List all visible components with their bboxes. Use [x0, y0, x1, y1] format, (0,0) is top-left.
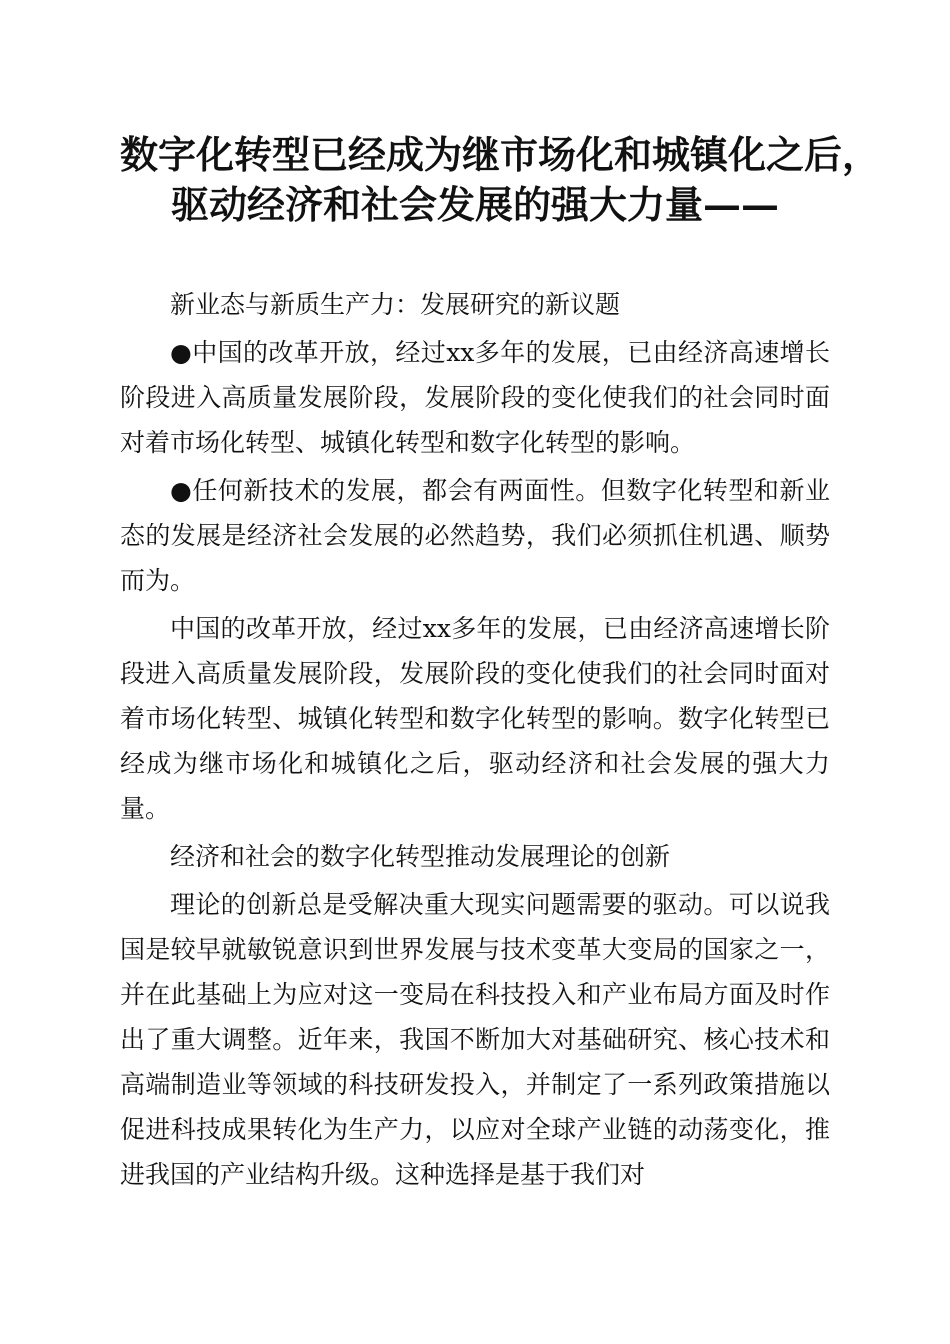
body-paragraph: 中国的改革开放，经过xx多年的发展，已由经济高速增长阶段进入高质量发展阶段，发展阶段的变化使我们的社会同时面对着市场化转型、城镇化转型和数字化转型的影响。数字化转型已经成为继市场化和城镇化之后，驱动经济和社会发展的强大力量。	[120, 614, 830, 823]
document-body	[120, 282, 830, 1197]
bullet-paragraph: ●中国的改革开放，经过xx多年的发展，已由经济高速增长阶段进入高质量发展阶段，发展阶段的变化使我们的社会同时面对着市场化转型、城镇化转型和数字化转型的影响。	[120, 338, 830, 457]
title-line-2: 驱动经济和社会发展的强大力量——	[170, 182, 779, 227]
body-paragraph: 理论的创新总是受解决重大现实问题需要的驱动。可以说我国是较早就敏锐意识到世界发展与技术变革大变局的国家之一，并在此基础上为应对这一变局在科技投入和产业布局方面及时作出了重大调整。近年来，我国不断加大对基础研究、核心技术和高端制造业等领域的科技研发投入，并制定了一系列政策措施以促进科技成果转化为生产力，以应对全球产业链的动荡变化，推进我国的产业结构升级。这种选择是基于我们对	[120, 890, 830, 1189]
bullet-paragraph: ●任何新技术的发展，都会有两面性。但数字化转型和新业态的发展是经济社会发展的必然趋势，我们必须抓住机遇、顺势而为。	[120, 476, 830, 595]
document-title	[120, 130, 881, 230]
title-line-1: 数字化转型已经成为继市场化和城镇化之后，	[120, 132, 881, 177]
document-page	[120, 130, 881, 1200]
section-heading: 新业态与新质生产力：发展研究的新议题	[170, 290, 621, 319]
section-heading: 经济和社会的数字化转型推动发展理论的创新	[170, 842, 671, 871]
